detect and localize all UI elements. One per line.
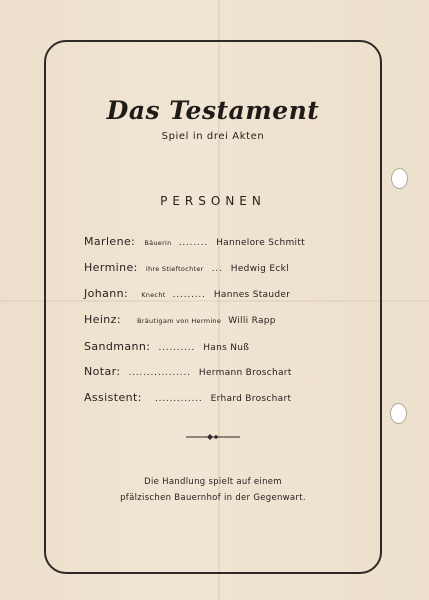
cast-leader-dots: ........	[178, 238, 208, 248]
punch-hole-top	[391, 168, 408, 189]
cast-role-description: Bräutigam von Hermine	[137, 317, 222, 325]
cast-actor: Hermann Broschart	[198, 368, 292, 378]
cast-role-description: Bäuerin	[144, 239, 172, 247]
cast-actor: Hannes Stauder	[213, 290, 291, 300]
cast-role: Notar:	[84, 365, 121, 378]
play-subtitle: Spiel in drei Akten	[161, 131, 265, 142]
cast-role: Hermine:	[84, 261, 138, 274]
cast-row-marlene	[84, 232, 305, 251]
cast-role: Marlene:	[84, 235, 136, 248]
cast-row-sandmann	[84, 337, 249, 356]
cast-leader-dots: .........	[172, 290, 206, 300]
cast-actor: Willi Rapp	[228, 316, 276, 326]
cast-row-hermine	[84, 258, 289, 277]
cast-row-johann	[84, 284, 290, 303]
cast-row-assistent	[84, 388, 291, 407]
cast-row-notar	[84, 362, 292, 381]
cast-heading: PERSONEN	[160, 194, 266, 208]
cast-actor: Hedwig Eckl	[230, 264, 289, 274]
setting-note-line-1: Die Handlung spielt auf einem	[144, 477, 282, 487]
cast-row-heinz	[84, 310, 276, 329]
cast-leader-dots: .............	[154, 394, 203, 404]
cast-actor: Hans Nuß	[203, 343, 250, 353]
cast-role-description: Knecht	[141, 291, 166, 299]
cast-leader-dots: .................	[128, 368, 191, 378]
cast-leader-dots: ..........	[158, 343, 196, 353]
punch-hole-bottom	[390, 403, 407, 424]
setting-note-line-2: pfälzischen Bauernhof in der Gegenwart.	[120, 493, 306, 503]
cast-role: Heinz:	[84, 313, 121, 326]
cast-role: Sandmann:	[84, 340, 151, 353]
cast-actor: Erhard Broschart	[210, 394, 292, 404]
cast-role: Johann:	[84, 287, 129, 300]
cast-leader-dots: ...	[211, 264, 223, 274]
divider-ornament-icon	[186, 432, 240, 442]
cast-actor: Hannelore Schmitt	[216, 238, 306, 248]
play-title: Das Testament	[106, 96, 320, 125]
cast-role: Assistent:	[84, 391, 142, 404]
cast-role-description: ihre Stieftochter	[145, 265, 204, 273]
